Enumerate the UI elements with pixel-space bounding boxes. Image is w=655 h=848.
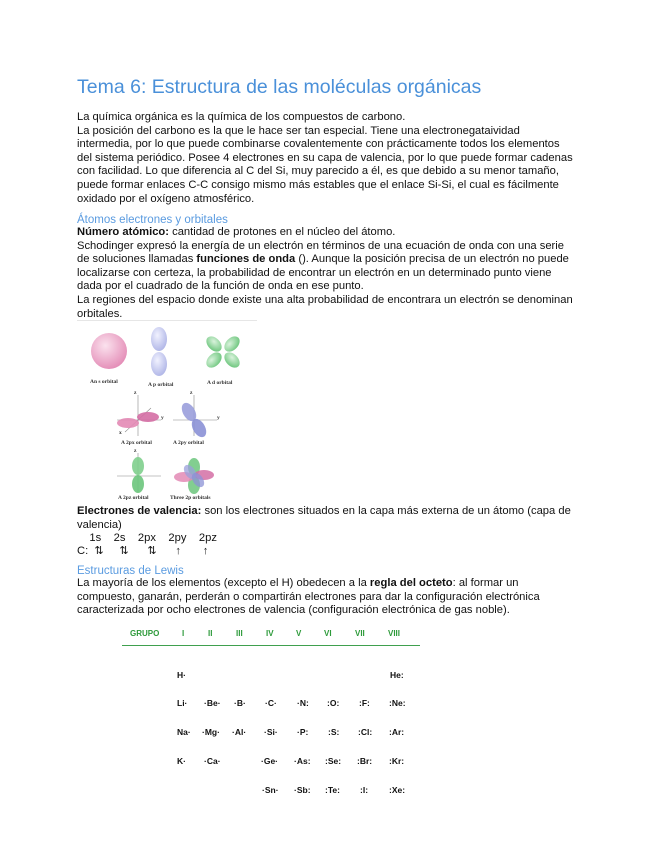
lewis-header-group-5: V <box>296 629 302 638</box>
intro-paragraph-2: La posición del carbono es la que le hace ser tan especial. Tiene una electronegataividad intermedia, por lo que puede combinarse covalentemente con prácticamente todos los elementos del sistema periódico. Posee 4 electrones en su capa de valencia, por lo que puede formar cadenas con facilidad. Lo que diferencia al C del Si, muy parecido a él, es que debido a su menor tamaño, puede formar enlaces C-C consigo mismo más estables que el enlace Si-Si, el cual es fácilmente oxidado por el oxígeno atmosférico. <box>77 124 573 205</box>
intro-block <box>77 111 577 206</box>
orbitals-figure <box>77 320 259 505</box>
wave-function-term: funciones de onda <box>196 253 296 266</box>
lewis-symbol-Sn: ·Sn· <box>262 785 279 795</box>
lewis-symbol-P: ·P: <box>297 727 309 737</box>
lewis-symbol-Be: ·Be· <box>204 698 221 708</box>
lewis-header-group-8: VIII <box>388 629 401 638</box>
lewis-header-group-2: II <box>208 629 213 638</box>
d-orbital-shape <box>203 333 242 370</box>
atomic-number-paragraph <box>77 226 577 240</box>
lewis-symbol-As: ·As: <box>294 756 311 766</box>
lewis-text-b: : al formar un compuesto, ganarán, perderán o compartirán electrones para dar la configuración electrónica caracterizada por ocho electrones de valencia (configuración electrónica de gas noble). <box>77 577 540 617</box>
lewis-symbol-Se: :Se: <box>325 756 342 766</box>
lewis-symbol-Cl: :Cl: <box>358 727 373 737</box>
caption-2px-orbital: A 2px orbital <box>121 440 152 446</box>
atomic-number-text: cantidad de protones en el núcleo del átomo. <box>169 226 396 238</box>
axis-label-z-px: z <box>134 390 137 396</box>
three-p-orbitals-diagram <box>174 458 214 494</box>
axis-label-x-px: x <box>119 430 122 436</box>
valence-label: Electrones de valencia: <box>77 505 202 517</box>
lewis-text-a: La mayoría de los elementos (excepto el H) obedecen a la <box>77 577 370 589</box>
lewis-symbol-Ne: :Ne: <box>389 698 406 708</box>
orbital-labels-row: 1s 2s 2px 2py 2pz <box>77 532 217 545</box>
orbitals-illustration <box>77 320 259 505</box>
schrodinger-text-a: Schodinger expresó la energía de un electrón en términos de una ecuación de onda con una serie de soluciones llamadas <box>77 239 564 266</box>
lewis-symbol-Sb: ·Sb: <box>294 785 311 795</box>
schrodinger-paragraph <box>77 240 577 294</box>
axis-label-z-py: z <box>190 390 193 396</box>
py-orbital-diagram <box>173 395 217 440</box>
intro-paragraph-1: La química orgánica es la química de los compuestos de carbono. <box>77 111 406 123</box>
lewis-symbol-He: He: <box>390 670 404 680</box>
lewis-symbol-O: :O: <box>327 698 340 708</box>
lewis-symbol-Mg: ·Mg· <box>202 727 220 737</box>
caption-s-orbital: An s orbital <box>90 379 118 385</box>
orbitals-paragraph: La regiones del espacio donde existe una alta probabilidad de encontrara un electrón se denominan orbitales. <box>77 293 573 320</box>
section-orbitals <box>77 214 577 321</box>
px-orbital-diagram <box>117 395 161 436</box>
lewis-symbol-S: :S: <box>328 727 340 737</box>
lewis-header-grupo: GRUPO <box>130 629 160 638</box>
lewis-symbol-H: H· <box>177 670 186 680</box>
section-heading-lewis: Estructuras de Lewis <box>77 565 184 577</box>
page-title: Tema 6: Estructura de las moléculas orgánicas <box>77 76 482 98</box>
axis-label-y-px: y <box>161 415 164 421</box>
lewis-symbol-Ar: :Ar: <box>389 727 405 737</box>
axis-label-y-py: y <box>217 415 220 421</box>
lewis-symbol-Si: ·Si· <box>264 727 278 737</box>
lewis-symbol-K: K· <box>177 756 186 766</box>
lewis-symbol-Al: ·Al· <box>232 727 247 737</box>
p-orbital-lobe-top <box>151 327 167 351</box>
lewis-paragraph <box>77 577 577 618</box>
lewis-symbol-Ca: ·Ca· <box>204 756 221 766</box>
schrodinger-text-b: (). Aunque la posición precisa de un electrón no puede localizarse con certeza, la probabilidad de encontrar un electrón en un determinado punto viene dada por el cuadrado de la función de onda en ese punto. <box>77 253 569 293</box>
caption-d-orbital: A d orbital <box>207 380 233 386</box>
lewis-symbol-Na: Na· <box>177 727 191 737</box>
lewis-header-group-7: VII <box>355 629 365 638</box>
section-heading-orbitals: Átomos electrones y orbitales <box>77 214 228 226</box>
lewis-symbol-Br: :Br: <box>357 756 373 766</box>
lewis-header-group-3: III <box>236 629 243 638</box>
lewis-symbol-N: ·N: <box>297 698 309 708</box>
s-orbital-shape <box>91 333 127 369</box>
octet-rule-term: regla del octeto <box>369 577 453 589</box>
lewis-header-group-6: VI <box>324 629 332 638</box>
lewis-header-group-4: IV <box>266 629 274 638</box>
caption-three-p-orbitals: Three 2p orbitals <box>170 495 211 501</box>
lewis-symbol-F: :F: <box>359 698 370 708</box>
lewis-symbol-Te: :Te: <box>325 785 340 795</box>
atomic-number-label: Número atómico: <box>77 226 169 238</box>
p-orbital-lobe-bottom <box>151 352 167 376</box>
lewis-symbol-Xe: :Xe: <box>389 785 406 795</box>
lewis-symbol-Li: Li· <box>177 698 188 708</box>
lewis-symbol-I: :I: <box>360 785 369 795</box>
lewis-header-rule <box>122 645 420 646</box>
lewis-header-group-1: I <box>182 629 185 638</box>
lewis-symbol-B: ·B· <box>234 698 246 708</box>
axis-label-z-pz: z <box>134 448 137 454</box>
lewis-symbol-Kr: :Kr: <box>389 756 405 766</box>
valence-block <box>77 505 577 558</box>
carbon-configuration-row: C: ⇅ ⇅ ⇅ ↑ ↑ <box>77 545 209 558</box>
valence-text: son los electrones situados en la capa más externa de un átomo (capa de valencia) <box>77 505 571 531</box>
caption-2py-orbital: A 2py orbital <box>173 440 204 446</box>
valence-paragraph <box>77 505 577 532</box>
caption-p-orbital: A p orbital <box>148 382 174 388</box>
lewis-symbol-Ge: ·Ge· <box>261 756 278 766</box>
caption-2pz-orbital: A 2pz orbital <box>118 495 149 501</box>
section-lewis <box>77 565 577 618</box>
pz-orbital-diagram <box>117 453 161 493</box>
lewis-symbol-C: ·C· <box>265 698 277 708</box>
